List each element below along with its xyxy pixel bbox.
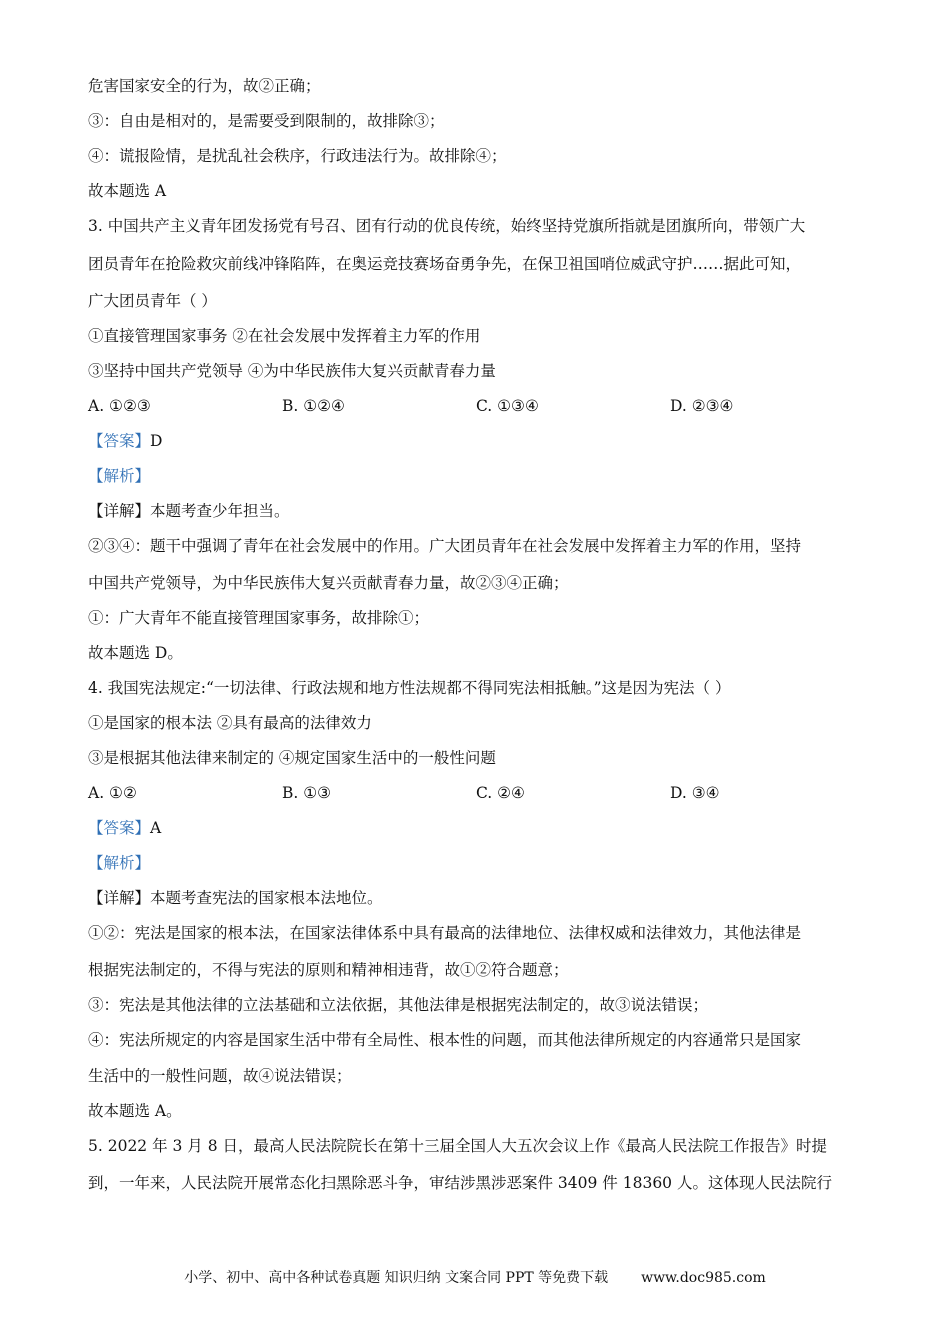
question-3-analysis <box>88 465 868 487</box>
footer-text: 小学、初中、高中各种试卷真题 知识归纳 文案合同 PPT 等免费下载 <box>184 1270 609 1286</box>
question-3-statements: ③坚持中国共产党领导 ④为中华民族伟大复兴贡献青春力量 <box>88 362 496 380</box>
text-line: ③：宪法是其他法律的立法基础和立法依据，其他法律是根据宪法制定的，故③说法错误； <box>88 996 709 1014</box>
analysis-tag: 【解析】 <box>88 854 151 872</box>
answer-value: A <box>150 819 162 837</box>
text-line: 故本题选 A <box>88 182 167 200</box>
text-line: ③：自由是相对的，是需要受到限制的，故排除③； <box>88 112 445 130</box>
question-4-detail <box>88 887 868 909</box>
text-line: ④：宪法所规定的内容是国家生活中带有全局性、根本性的问题，而其他法律所规定的内容通常只是国家 <box>88 1031 802 1049</box>
footer-link[interactable]: www.doc985.com <box>641 1270 766 1286</box>
question-4-analysis <box>88 852 868 874</box>
question-3-option-b: B. ①②④ <box>282 397 345 415</box>
question-4-statements: ③是根据其他法律来制定的 ④规定国家生活中的一般性问题 <box>88 749 496 767</box>
text-line: ①②：宪法是国家的根本法，在国家法律体系中具有最高的法律地位、法律权威和法律效力，其他法律是 <box>88 924 802 942</box>
question-4-option-a: A. ①② <box>88 784 137 802</box>
question-3-stem: 3. 中国共产主义青年团发扬党有号召、团有行动的优良传统，始终坚持党旗所指就是团旗所向，带领广大 <box>88 217 806 235</box>
question-3-option-d: D. ②③④ <box>670 397 734 415</box>
text-line: 危害国家安全的行为，故②正确； <box>88 77 321 95</box>
question-3-statements: ①直接管理国家事务 ②在社会发展中发挥着主力军的作用 <box>88 327 481 345</box>
question-3-stem: 广大团员青年（ ） <box>88 292 217 310</box>
question-5-stem: 5. 2022 年 3 月 8 日，最高人民法院院长在第十三届全国人大五次会议上作《最高人民法院工作报告》时提 <box>88 1137 828 1155</box>
text-line: ④：谎报险情，是扰乱社会秩序，行政违法行为。故排除④； <box>88 147 507 165</box>
detail-text: 本题考查宪法的国家根本法地位。 <box>150 889 383 907</box>
question-5-stem: 到，一年来，人民法院开展常态化扫黑除恶斗争，审结涉黑涉恶案件 3409 件 18360 人。这体现人民法院行 <box>88 1174 832 1192</box>
question-4-option-d: D. ③④ <box>670 784 720 802</box>
page-footer <box>0 1267 950 1289</box>
text-line: 生活中的一般性问题，故④说法错误； <box>88 1067 352 1085</box>
text-line: 根据宪法制定的，不得与宪法的原则和精神相违背，故①②符合题意； <box>88 961 569 979</box>
question-4-answer <box>88 817 868 839</box>
question-3-detail <box>88 500 868 522</box>
question-3-stem: 团员青年在抢险救灾前线冲锋陷阵，在奥运竞技赛场奋勇争先，在保卫祖国哨位威武守护……据此可知， <box>88 255 802 273</box>
question-4-option-b: B. ①③ <box>282 784 332 802</box>
question-4-stem: 4. 我国宪法规定:“一切法律、行政法规和地方性法规都不得同宪法相抵触。”这是因为宪法（ ） <box>88 679 731 697</box>
text-line: 故本题选 D。 <box>88 644 183 662</box>
question-3-answer <box>88 430 868 452</box>
question-4-option-c: C. ②④ <box>476 784 525 802</box>
question-3-option-c: C. ①③④ <box>476 397 539 415</box>
question-4-statements: ①是国家的根本法 ②具有最高的法律效力 <box>88 714 372 732</box>
text-line: ②③④：题干中强调了青年在社会发展中的作用。广大团员青年在社会发展中发挥着主力军的作用，坚持 <box>88 537 802 555</box>
detail-text: 本题考查少年担当。 <box>150 502 290 520</box>
text-line: ①：广大青年不能直接管理国家事务，故排除①； <box>88 609 430 627</box>
text-line: 中国共产党领导，为中华民族伟大复兴贡献青春力量，故②③④正确； <box>88 574 569 592</box>
text-line: 故本题选 A。 <box>88 1102 182 1120</box>
question-3-option-a: A. ①②③ <box>88 397 151 415</box>
answer-value: D <box>150 432 163 450</box>
detail-tag: 【详解】 <box>88 889 151 907</box>
answer-tag: 【答案】 <box>88 819 151 837</box>
answer-tag: 【答案】 <box>88 432 151 450</box>
detail-tag: 【详解】 <box>88 502 151 520</box>
analysis-tag: 【解析】 <box>88 467 151 485</box>
